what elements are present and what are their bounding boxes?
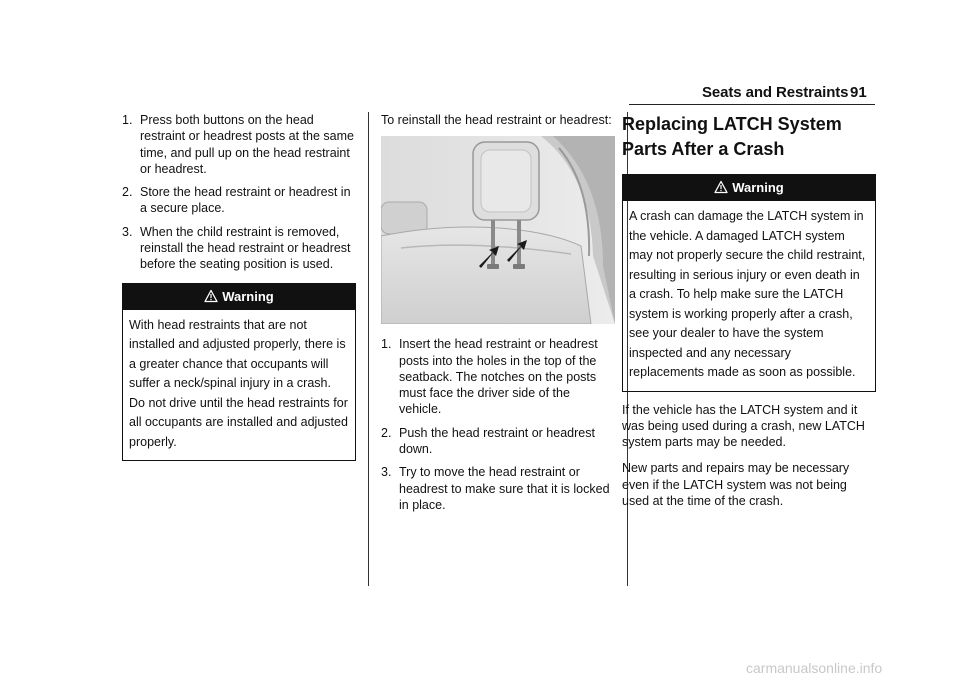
removal-steps [122, 112, 356, 273]
column-2 [381, 112, 615, 520]
list-item: 1. Press both buttons on the head restraint or headrest posts at the same time, and pull up on the head restraint or headrest. [122, 113, 354, 176]
section-title: Seats and Restraints [702, 84, 849, 101]
section-heading: Replacing LATCH System Parts After a Crash [622, 114, 842, 159]
watermark: carmanualsonline.info [746, 660, 883, 676]
list-item: 3. When the child restraint is removed, reinstall the head restraint or headrest before the seating position is used. [122, 224, 351, 272]
reinstall-steps [381, 336, 615, 513]
warning-title: Warning [222, 288, 274, 304]
warning-header [623, 175, 875, 201]
warning-triangle-icon [204, 289, 218, 303]
head-restraint-image [381, 136, 615, 324]
warning-triangle-icon [714, 180, 728, 194]
intro-text: To reinstall the head restraint or headrest: [381, 113, 612, 127]
column-1 [122, 112, 356, 461]
list-item: 2. Push the head restraint or headrest down. [381, 425, 595, 457]
page-number: 91 [850, 84, 867, 101]
warning-box [122, 283, 356, 462]
column-divider-1 [368, 112, 369, 586]
head-restraint-illustration [381, 136, 615, 324]
warning-text: With head restraints that are not installed and adjusted properly, there is a greater chance that occupants will suffer a neck/spinal injury in a crash. Do not drive until the head restraints for all occupants are installed and adjusted properly. [129, 317, 348, 449]
list-item: 3. Try to move the head restraint or headrest to make sure that it is locked in place. [381, 465, 610, 512]
warning-header [123, 284, 355, 310]
column-3 [622, 112, 876, 509]
paragraph: New parts and repairs may be necessary even if the LATCH system was not being used at the time of the crash. [622, 461, 850, 508]
list-item: 2. Store the head restraint or headrest in a secure place. [122, 185, 351, 216]
list-item: 1. Insert the head restraint or headrest posts into the holes in the top of the seatback. The notches on the posts must face the driver side of the vehicle. [381, 337, 598, 417]
warning-title: Warning [732, 180, 784, 195]
paragraph: If the vehicle has the LATCH system and it was being used during a crash, new LATCH system parts may be needed. [622, 402, 865, 450]
header-rule [629, 104, 875, 105]
warning-text: A crash can damage the LATCH system in the vehicle. A damaged LATCH system may not properly secure the child restraint, resulting in serious injury or even death in a crash. To help make sure the LATCH system is working properly after a crash, see your dealer to have the system inspected and any necessary replacements made as soon as possible. [629, 209, 866, 379]
warning-box [622, 174, 876, 392]
